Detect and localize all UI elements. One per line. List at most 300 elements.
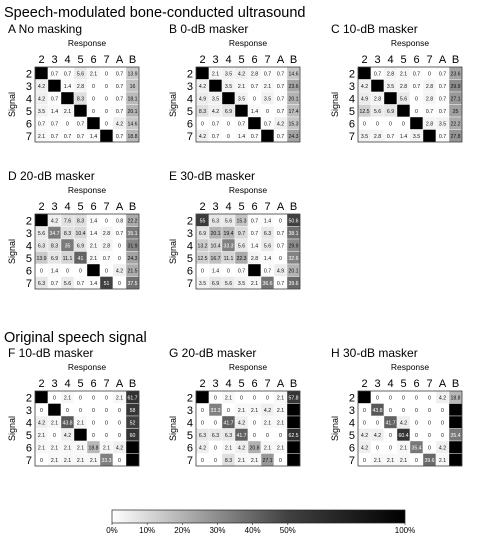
x-tick-label: 5 <box>77 54 84 66</box>
cell-value-label: 13.9 <box>36 255 47 262</box>
x-tick-label: 7 <box>264 54 271 66</box>
y-tick-label: 2 <box>186 215 193 228</box>
cell-value-label: 0 <box>363 407 366 414</box>
cell-value-label: 6.9 <box>76 243 85 250</box>
cell-value-label: 0 <box>415 96 418 103</box>
x-tick-label: B <box>451 378 460 390</box>
x-tick-label: 3 <box>212 201 219 213</box>
x-tick-label: 2 <box>361 54 368 66</box>
heatmap-cell <box>261 130 274 143</box>
cell-value-label: 4.9 <box>198 96 207 103</box>
heatmap-cell <box>196 67 209 80</box>
cell-value-label: 2.1 <box>37 432 46 439</box>
cell-value-label: 0 <box>441 407 444 414</box>
cell-value-label: 20.1 <box>127 108 138 115</box>
heatmap-panel <box>7 22 139 143</box>
cell-value-label: 0 <box>428 445 431 452</box>
cell-value-label: 13.2 <box>197 243 208 250</box>
cell-value-label: 15.3 <box>236 218 247 225</box>
cell-value-label: 2.1 <box>276 420 285 427</box>
cell-value-label: 0 <box>428 71 431 78</box>
cell-value-label: 2.1 <box>263 445 272 452</box>
cell-value-label: 0 <box>105 395 108 402</box>
x-tick-label: B <box>128 201 137 213</box>
cell-value-label: 4.2 <box>63 432 72 439</box>
cell-value-label: 0.7 <box>373 71 382 78</box>
y-tick-label: 2 <box>186 68 193 81</box>
cell-value-label: 3.5 <box>412 133 421 140</box>
cell-value-label: 0 <box>118 420 121 427</box>
x-tick-label: 3 <box>51 378 58 390</box>
x-tick-label: B <box>451 54 460 66</box>
panel-title: F 10-dB masker <box>8 346 94 360</box>
cell-value-label: 34.7 <box>49 230 60 237</box>
cell-value-label: 16 <box>129 83 136 90</box>
x-tick-label: 3 <box>51 201 58 213</box>
cell-value-label: 0 <box>53 395 56 402</box>
y-tick-label: 7 <box>186 454 193 467</box>
cell-value-label: 0.7 <box>237 268 246 275</box>
cell-value-label: 0 <box>105 96 108 103</box>
cell-value-label: 0.8 <box>115 218 124 225</box>
cell-value-label: 9.7 <box>237 230 246 237</box>
cell-value-label: 0 <box>79 407 82 414</box>
cell-value-label: 1.4 <box>63 83 72 90</box>
section-title-bcu: Speech-modulated bone-conducted ultrasound <box>4 5 306 21</box>
cell-value-label: 0.7 <box>115 71 124 78</box>
cell-value-label: 0 <box>266 108 269 115</box>
y-tick-label: 6 <box>348 442 355 455</box>
cell-value-label: 0 <box>105 432 108 439</box>
heatmap-cell <box>235 105 248 118</box>
y-tick-label: 7 <box>25 277 32 290</box>
cell-value-label: 25 <box>452 108 459 115</box>
x-tick-label: A <box>276 54 285 66</box>
cell-value-label: 6.9 <box>198 230 207 237</box>
cell-value-label: 0.7 <box>63 133 72 140</box>
heatmap-cell <box>410 117 423 130</box>
cell-value-label: 0.7 <box>50 96 59 103</box>
cell-value-label: 4.2 <box>373 432 382 439</box>
x-tick-label: 3 <box>51 54 58 66</box>
cell-value-label: 0 <box>66 407 69 414</box>
cell-value-label: 1.4 <box>263 255 272 262</box>
cell-value-label: 2.1 <box>63 108 72 115</box>
cell-value-label: 0 <box>376 445 379 452</box>
cell-value-label: 2.8 <box>102 230 111 237</box>
cell-value-label: 0.7 <box>412 83 421 90</box>
cell-value-label: 18.8 <box>88 445 99 452</box>
x-tick-label: A <box>276 378 285 390</box>
cell-value-label: 0.7 <box>102 255 111 262</box>
cell-value-label: 11.1 <box>62 255 73 262</box>
cell-value-label: 2.1 <box>102 445 111 452</box>
heatmap-cell <box>48 404 61 417</box>
cell-value-label: 4.2 <box>360 83 369 90</box>
cell-value-label: 2.1 <box>63 445 72 452</box>
cell-value-label: 0 <box>105 420 108 427</box>
colorbar <box>106 510 415 535</box>
cell-value-label: 1.4 <box>211 268 220 275</box>
cell-value-label: 27.1 <box>450 96 461 103</box>
cell-value-label: 4.9 <box>276 268 285 275</box>
cell-value-label: 0.7 <box>250 83 259 90</box>
y-tick-label: 6 <box>186 442 193 455</box>
cell-value-label: 0 <box>266 432 269 439</box>
cell-value-label: 5.6 <box>373 108 382 115</box>
cell-value-label: 41 <box>77 255 84 262</box>
x-axis-label: Response <box>228 38 268 48</box>
cell-value-label: 0 <box>214 457 217 464</box>
heatmap-cell <box>371 80 384 93</box>
cell-value-label: 0 <box>53 432 56 439</box>
heatmap-cell <box>449 454 462 467</box>
cell-value-label: 20.1 <box>210 230 221 237</box>
colorbar-label: 0% <box>106 526 118 535</box>
cell-value-label: 5.6 <box>399 96 408 103</box>
cell-value-label: 3.5 <box>237 280 246 287</box>
cell-value-label: 2.1 <box>250 407 259 414</box>
cell-value-label: 0 <box>40 457 43 464</box>
cell-value-label: 2.1 <box>89 71 98 78</box>
cell-value-label: 0 <box>105 83 108 90</box>
cell-value-label: 8.3 <box>76 218 85 225</box>
y-tick-label: 2 <box>348 392 355 405</box>
cell-value-label: 0.7 <box>425 108 434 115</box>
cell-value-label: 2.1 <box>89 243 98 250</box>
cell-value-label: 0.7 <box>115 230 124 237</box>
cell-value-label: 2.1 <box>237 83 246 90</box>
y-tick-label: 4 <box>186 93 193 106</box>
cell-value-label: 0.7 <box>211 133 220 140</box>
cell-value-label: 17.4 <box>288 108 299 115</box>
cell-value-label: 4.2 <box>237 420 246 427</box>
y-tick-label: 3 <box>25 80 32 93</box>
cell-value-label: 0 <box>415 432 418 439</box>
y-tick-label: 3 <box>25 227 32 240</box>
cell-value-label: 0.7 <box>115 83 124 90</box>
colorbar-label: 100% <box>394 526 416 535</box>
x-tick-label: 4 <box>387 378 394 390</box>
cell-value-label: 0 <box>279 218 282 225</box>
cell-value-label: 29.9 <box>288 243 299 250</box>
x-tick-label: 2 <box>199 201 206 213</box>
cell-value-label: 24.3 <box>288 133 299 140</box>
cell-value-label: 0 <box>92 108 95 115</box>
y-tick-label: 6 <box>348 118 355 131</box>
cell-value-label: 12.5 <box>197 255 208 262</box>
heatmap-cell <box>287 416 300 429</box>
x-tick-label: 6 <box>90 378 97 390</box>
cell-value-label: 20.1 <box>288 268 299 275</box>
cell-value-label: 2.8 <box>399 83 408 90</box>
x-tick-label: 5 <box>238 201 245 213</box>
y-tick-label: 2 <box>25 215 32 228</box>
heatmap-cell <box>248 264 261 277</box>
cell-value-label: 33.3 <box>210 407 221 414</box>
cell-value-label: 38.1 <box>288 230 299 237</box>
cell-value-label: 4.2 <box>115 121 124 128</box>
cell-value-label: 0.7 <box>115 133 124 140</box>
cell-value-label: 0 <box>79 268 82 275</box>
cell-value-label: 0.7 <box>250 218 259 225</box>
x-tick-label: 7 <box>103 378 110 390</box>
cell-value-label: 0 <box>105 218 108 225</box>
cell-value-label: 0 <box>227 121 230 128</box>
cell-value-label: 0.7 <box>438 133 447 140</box>
heatmap-cell <box>449 441 462 454</box>
x-tick-label: 4 <box>64 201 71 213</box>
cell-value-label: 0 <box>118 243 121 250</box>
x-tick-label: 2 <box>38 201 45 213</box>
cell-value-label: 39.6 <box>424 457 435 464</box>
cell-value-label: 4.2 <box>237 71 246 78</box>
x-tick-label: 5 <box>77 378 84 390</box>
cell-value-label: 4.2 <box>263 407 272 414</box>
cell-value-label: 0 <box>118 255 121 262</box>
y-tick-label: 6 <box>25 442 32 455</box>
cell-value-label: 6.3 <box>37 243 46 250</box>
cell-value-label: 0 <box>227 268 230 275</box>
cell-value-label: 2.1 <box>399 445 408 452</box>
cell-value-label: 19.4 <box>223 230 234 237</box>
y-tick-label: 4 <box>25 417 32 430</box>
cell-value-label: 10.4 <box>210 243 221 250</box>
y-tick-label: 4 <box>186 417 193 430</box>
cell-value-label: 1.4 <box>250 108 259 115</box>
cell-value-label: 0 <box>389 445 392 452</box>
cell-value-label: 31.9 <box>127 243 138 250</box>
cell-value-label: 0 <box>363 457 366 464</box>
cell-value-label: 14.6 <box>127 121 138 128</box>
cell-value-label: 0.7 <box>276 133 285 140</box>
cell-value-label: 1.4 <box>89 230 98 237</box>
cell-value-label: 2.1 <box>224 395 233 402</box>
heatmap-cell <box>358 391 371 404</box>
cell-value-label: 32.6 <box>288 255 299 262</box>
x-tick-label: 2 <box>199 54 206 66</box>
cell-value-label: 1.4 <box>50 108 59 115</box>
cell-value-label: 22.3 <box>236 255 247 262</box>
y-tick-label: 7 <box>25 130 32 143</box>
cell-value-label: 20.1 <box>288 96 299 103</box>
cell-value-label: 6.9 <box>50 255 59 262</box>
y-tick-label: 5 <box>348 105 355 118</box>
cell-value-label: 0.7 <box>250 133 259 140</box>
cell-value-label: 60.4 <box>398 432 409 439</box>
cell-value-label: 4.2 <box>115 268 124 275</box>
heatmap-cell <box>397 105 410 118</box>
cell-value-label: 0 <box>253 420 256 427</box>
heatmap-cell <box>87 264 100 277</box>
x-axis-label: Response <box>228 362 268 372</box>
x-tick-label: B <box>128 378 137 390</box>
cell-value-label: 0 <box>40 268 43 275</box>
cell-value-label: 0 <box>92 395 95 402</box>
cell-value-label: 27.1 <box>262 457 273 464</box>
cell-value-label: 1.4 <box>89 218 98 225</box>
cell-value-label: 60 <box>129 432 136 439</box>
cell-value-label: 3.5 <box>198 280 207 287</box>
cell-value-label: 0 <box>363 420 366 427</box>
heatmap-panel <box>168 22 300 143</box>
cell-value-label: 3.5 <box>237 96 246 103</box>
cell-value-label: 0 <box>415 108 418 115</box>
x-tick-label: 6 <box>251 201 258 213</box>
cell-value-label: 4.2 <box>115 445 124 452</box>
cell-value-label: 20.8 <box>249 445 260 452</box>
cell-value-label: 2.1 <box>224 445 233 452</box>
cell-value-label: 1.4 <box>263 218 272 225</box>
cell-value-label: 0 <box>389 407 392 414</box>
cell-value-label: 0 <box>92 96 95 103</box>
cell-value-label: 12.5 <box>359 108 370 115</box>
cell-value-label: 0 <box>253 96 256 103</box>
cell-value-label: 0 <box>389 121 392 128</box>
cell-value-label: 0 <box>227 407 230 414</box>
cell-value-label: 1.4 <box>89 133 98 140</box>
cell-value-label: 6.3 <box>211 218 220 225</box>
cell-value-label: 18.8 <box>450 395 461 402</box>
cell-value-label: 2.1 <box>276 395 285 402</box>
cell-value-label: 4.2 <box>37 420 46 427</box>
cell-value-label: 0.7 <box>438 71 447 78</box>
cell-value-label: 2.8 <box>373 96 382 103</box>
cell-value-label: 3.5 <box>360 133 369 140</box>
cell-value-label: 36.6 <box>262 280 273 287</box>
panel-title: G 20-dB masker <box>169 346 257 360</box>
cell-value-label: 0.7 <box>263 268 272 275</box>
cell-value-label: 2.1 <box>211 71 220 78</box>
cell-value-label: 8.3 <box>50 243 59 250</box>
cell-value-label: 6.9 <box>224 108 233 115</box>
x-tick-label: 4 <box>225 378 232 390</box>
cell-value-label: 2.1 <box>237 407 246 414</box>
cell-value-label: 0 <box>376 420 379 427</box>
cell-value-label: 0 <box>118 280 121 287</box>
cell-value-label: 1.4 <box>250 243 259 250</box>
cell-value-label: 0 <box>92 420 95 427</box>
heatmap-cell <box>35 214 48 227</box>
cell-value-label: 22.2 <box>450 121 461 128</box>
y-tick-label: 2 <box>186 392 193 405</box>
cell-value-label: 6.3 <box>224 432 233 439</box>
cell-value-label: 0 <box>415 395 418 402</box>
cell-value-label: 0 <box>118 432 121 439</box>
cell-value-label: 1.4 <box>237 133 246 140</box>
cell-value-label: 37.5 <box>127 280 138 287</box>
x-tick-label: A <box>115 378 124 390</box>
cell-value-label: 0 <box>227 133 230 140</box>
heatmap-cell <box>423 130 436 143</box>
cell-value-label: 15.3 <box>288 121 299 128</box>
cell-value-label: 2.8 <box>425 121 434 128</box>
cell-value-label: 18.8 <box>127 133 138 140</box>
x-tick-label: B <box>289 54 298 66</box>
cell-value-label: 0 <box>441 432 444 439</box>
cell-value-label: 0 <box>402 407 405 414</box>
x-tick-label: A <box>115 201 124 213</box>
cell-value-label: 5.6 <box>37 230 46 237</box>
cell-value-label: 0.7 <box>276 83 285 90</box>
cell-value-label: 4.2 <box>198 445 207 452</box>
cell-value-label: 33.3 <box>223 243 234 250</box>
cell-value-label: 4.2 <box>399 420 408 427</box>
y-axis-label: Signal <box>330 91 340 118</box>
cell-value-label: 3.5 <box>263 96 272 103</box>
cell-value-label: 0 <box>201 121 204 128</box>
heatmap-cell <box>384 92 397 105</box>
y-tick-label: 3 <box>348 80 355 93</box>
x-tick-label: 2 <box>38 378 45 390</box>
cell-value-label: 0 <box>79 395 82 402</box>
cell-value-label: 4.2 <box>198 133 207 140</box>
cell-value-label: 2.8 <box>250 71 259 78</box>
cell-value-label: 2.1 <box>237 457 246 464</box>
y-tick-label: 4 <box>186 240 193 253</box>
cell-value-label: 0 <box>415 407 418 414</box>
cell-value-label: 4.2 <box>37 83 46 90</box>
cell-value-label: 18.1 <box>127 96 138 103</box>
cell-value-label: 0 <box>214 420 217 427</box>
cell-value-label: 2.1 <box>373 457 382 464</box>
cell-value-label: 0.7 <box>276 71 285 78</box>
cell-value-label: 2.1 <box>50 420 59 427</box>
cell-value-label: 0 <box>92 432 95 439</box>
cell-value-label: 0 <box>105 108 108 115</box>
cell-value-label: 14.6 <box>288 71 299 78</box>
cell-value-label: 0 <box>214 445 217 452</box>
cell-value-label: 41.7 <box>236 432 247 439</box>
cell-value-label: 41.7 <box>223 420 234 427</box>
cell-value-label: 35 <box>64 243 71 250</box>
heatmap-cell <box>61 92 74 105</box>
x-tick-label: 6 <box>90 201 97 213</box>
cell-value-label: 0 <box>402 121 405 128</box>
cell-value-label: 2.1 <box>76 457 85 464</box>
cell-value-label: 0 <box>441 420 444 427</box>
x-tick-label: 7 <box>426 378 433 390</box>
colorbar-label: 50% <box>279 526 296 535</box>
cell-value-label: 4.2 <box>37 96 46 103</box>
heatmap-cell <box>126 454 139 467</box>
y-tick-label: 3 <box>186 227 193 240</box>
cell-value-label: 0.7 <box>76 121 85 128</box>
section-title-original: Original speech signal <box>4 330 147 346</box>
y-tick-label: 5 <box>186 252 193 265</box>
cell-value-label: 62.5 <box>288 432 299 439</box>
cell-value-label: 5.6 <box>263 243 272 250</box>
y-tick-label: 4 <box>348 417 355 430</box>
cell-value-label: 0 <box>105 71 108 78</box>
cell-value-label: 0.7 <box>276 96 285 103</box>
cell-value-label: 0.7 <box>115 96 124 103</box>
cell-value-label: 0 <box>279 432 282 439</box>
x-tick-label: 4 <box>64 54 71 66</box>
cell-value-label: 39.6 <box>288 280 299 287</box>
heatmap-panel <box>330 346 462 467</box>
cell-value-label: 23.6 <box>288 83 299 90</box>
cell-value-label: 0 <box>415 420 418 427</box>
cell-value-label: 0 <box>279 457 282 464</box>
cell-value-label: 4.2 <box>360 445 369 452</box>
panel-title: A No masking <box>8 22 83 36</box>
cell-value-label: 0.7 <box>276 243 285 250</box>
y-tick-label: 6 <box>25 265 32 278</box>
x-tick-label: 3 <box>374 54 381 66</box>
cell-value-label: 0.7 <box>50 121 59 128</box>
cell-value-label: 0.7 <box>438 96 447 103</box>
